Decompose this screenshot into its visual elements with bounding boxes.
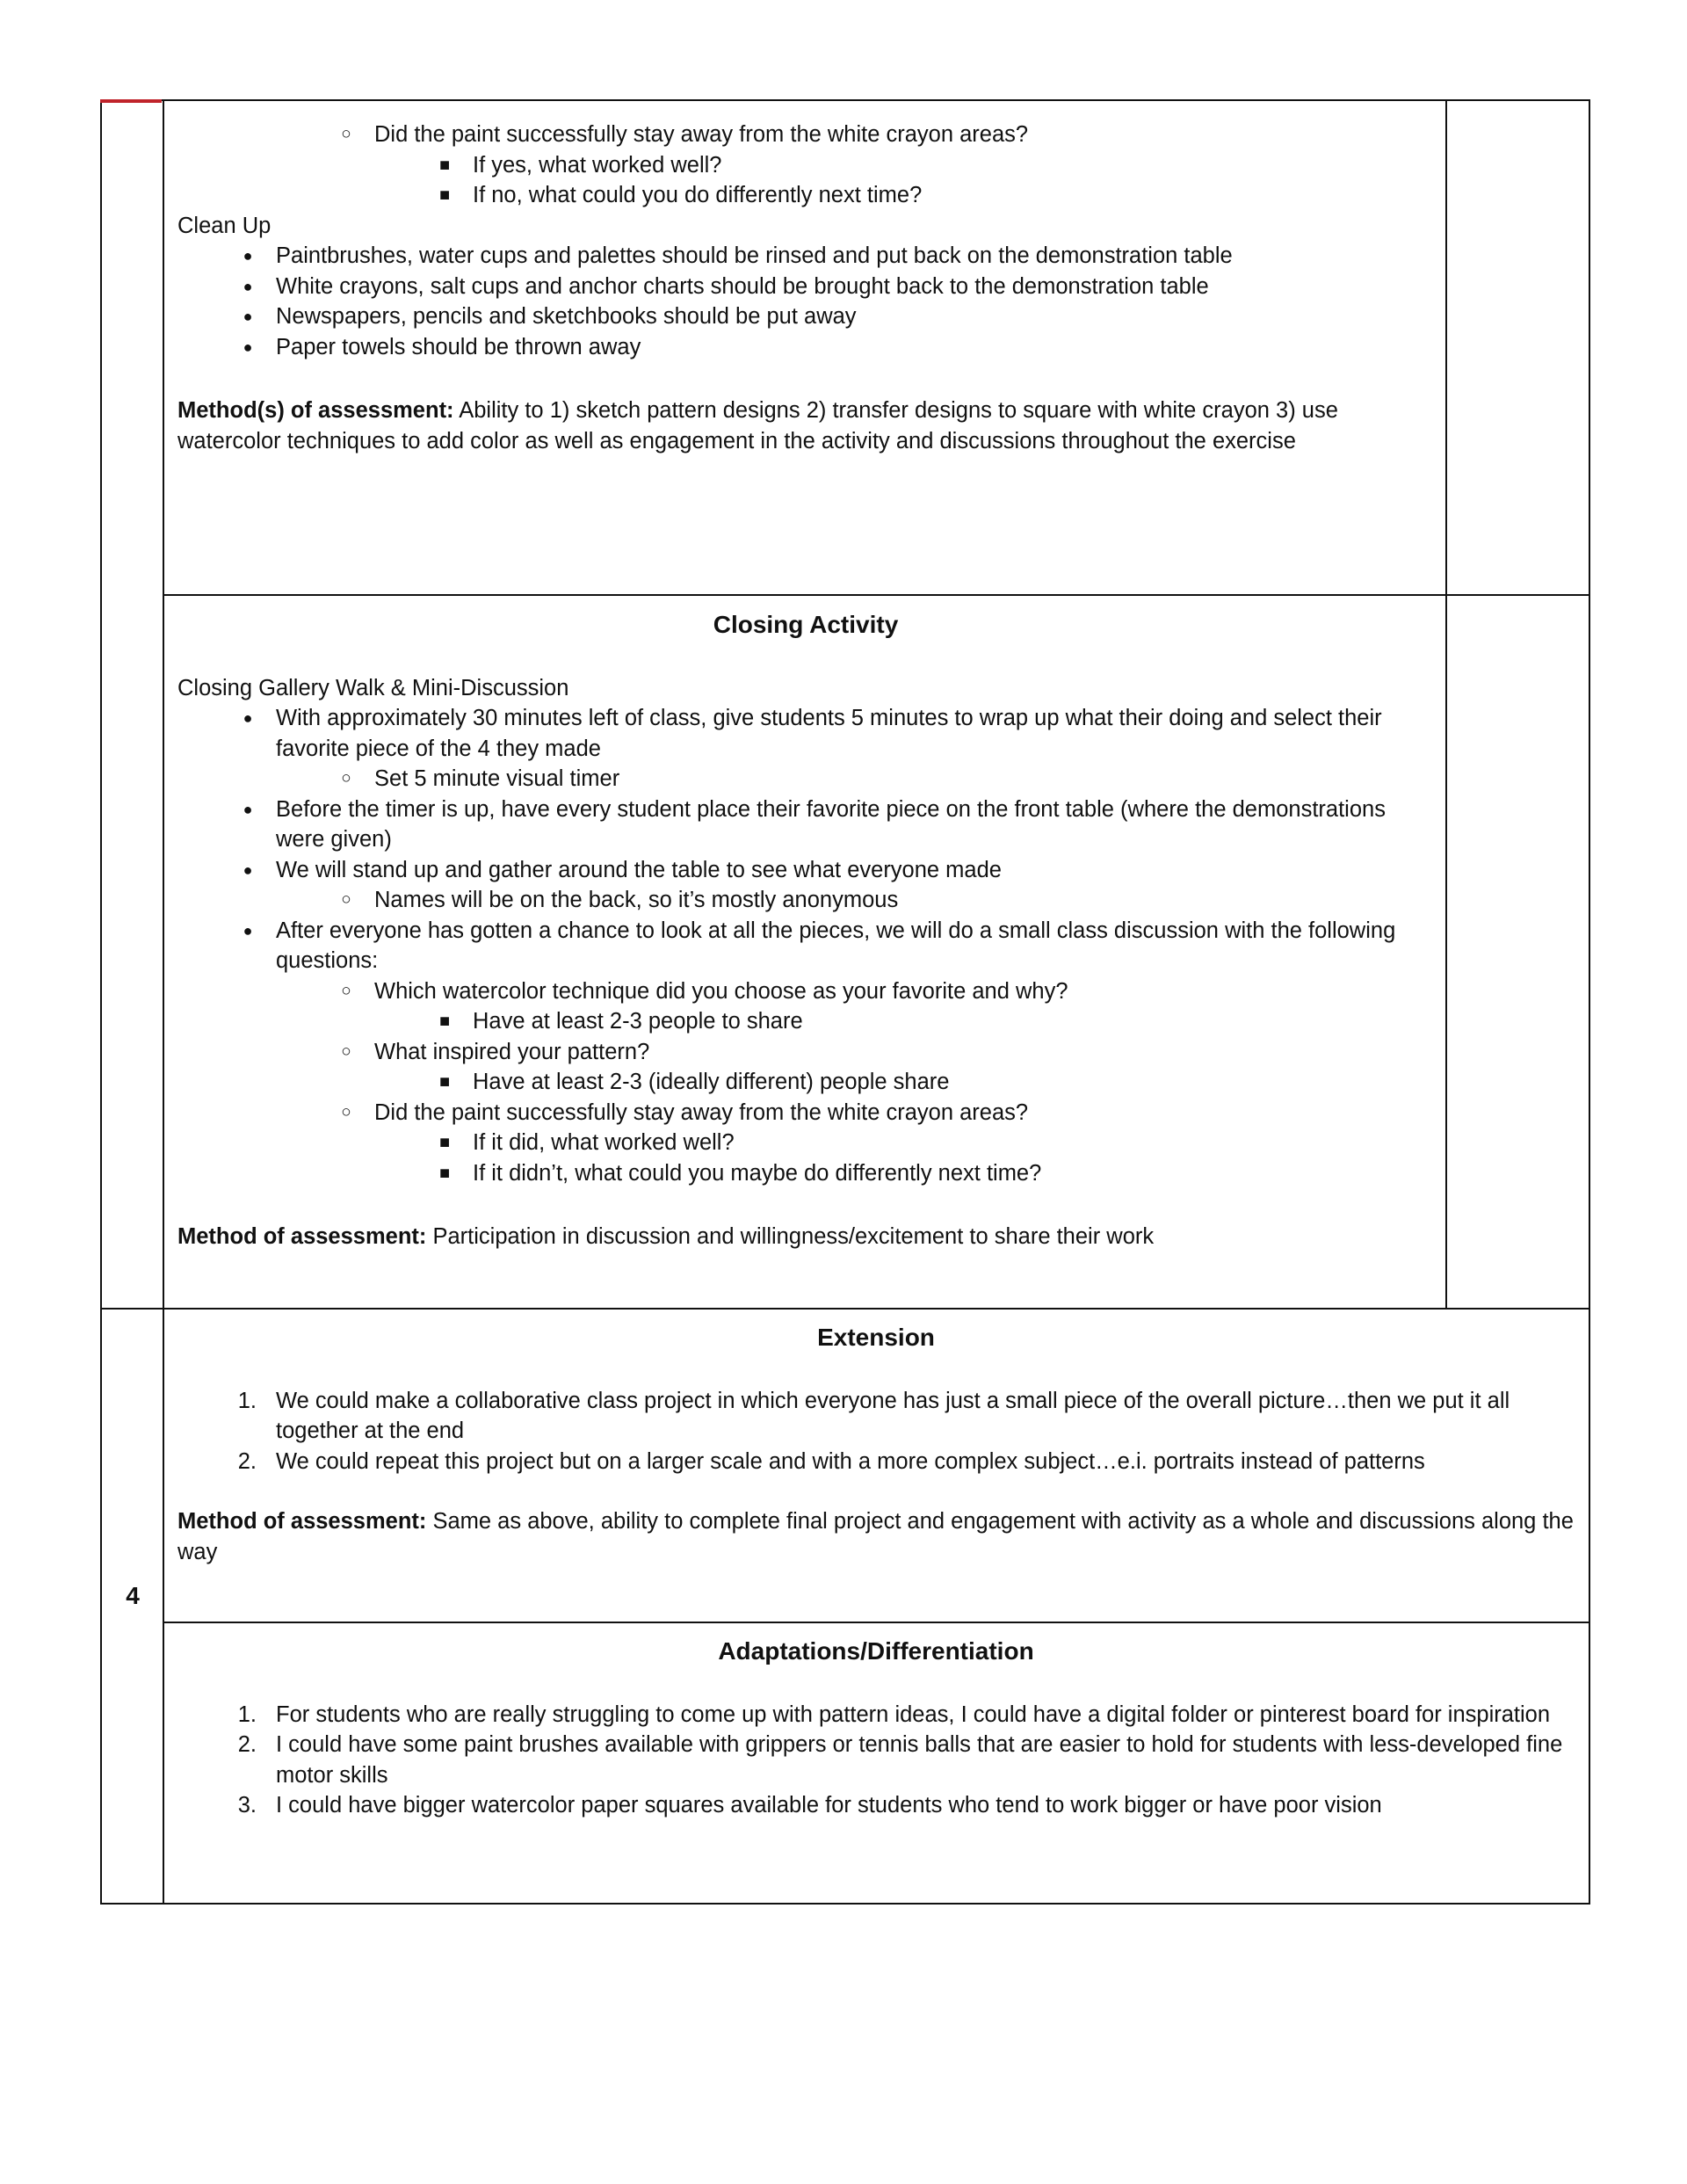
assessment-label: Method of assessment: <box>177 1224 427 1249</box>
answer-text: If no, what could you do differently next time? <box>473 183 923 207</box>
list-item <box>177 1730 1575 1790</box>
square-bullet-icon: ■ <box>438 1072 451 1092</box>
list-item <box>177 1700 1575 1731</box>
circle-bullet-icon: ○ <box>341 890 351 909</box>
list-item <box>177 1447 1575 1477</box>
adaptation-item: I could have some paint brushes available with grippers or tennis balls that are easier to hold for students with less-developed fine motor skills <box>276 1732 1563 1788</box>
cleanup-title: Clean Up <box>177 213 272 238</box>
square-bullet-icon: ■ <box>438 155 451 175</box>
list-item <box>177 150 1434 181</box>
cleanup-item: Paintbrushes, water cups and palettes should be rinsed and put back on the demonstration table <box>276 243 1233 268</box>
square-bullet-icon: ■ <box>438 1163 451 1183</box>
circle-bullet-icon: ○ <box>341 1041 351 1061</box>
list-item <box>177 976 1434 1007</box>
closing-question: Which watercolor technique did you choose as your favorite and why? <box>374 978 1068 1004</box>
section-heading: Extension <box>817 1324 935 1351</box>
list-item <box>177 916 1434 976</box>
bullet-icon: ● <box>243 709 253 727</box>
row-number: 4 <box>126 1582 140 1609</box>
bullet-icon: ● <box>243 860 253 879</box>
adaptation-item: I could have bigger watercolor paper squares available for students who tend to work bigger or have poor vision <box>276 1793 1382 1818</box>
closing-item: With approximately 30 minutes left of class, give students 5 minutes to wrap up what their doing and select their favorite piece of the 4 they made <box>276 706 1382 761</box>
adaptation-item: For students who are really struggling to come up with pattern ideas, I could have a digital folder or pinterest board for inspiration <box>276 1701 1551 1727</box>
list-item <box>177 1006 1434 1037</box>
list-item <box>177 1158 1434 1189</box>
cleanup-cell <box>177 120 1434 456</box>
assessment-text: Same as above, ability to complete final project and engagement with activity as a whole and discussions along the way <box>177 1509 1574 1564</box>
list-item <box>177 332 1434 363</box>
bullet-icon: ● <box>243 800 253 818</box>
closing-item: After everyone has gotten a chance to look at all the pieces, we will do a small class discussion with the following questions: <box>276 918 1396 973</box>
assessment-text: Participation in discussion and willingness/excitement to share their work <box>426 1224 1155 1249</box>
list-item <box>177 1037 1434 1068</box>
bullet-icon: ● <box>243 337 253 356</box>
assessment-label: Method(s) of assessment: <box>177 398 454 423</box>
square-bullet-icon: ■ <box>438 185 451 205</box>
col-divider-left <box>163 99 164 1903</box>
assessment-paragraph <box>177 395 1434 456</box>
list-number: 2. <box>237 1732 257 1757</box>
closing-subtitle: Closing Gallery Walk & Mini-Discussion <box>177 675 569 700</box>
circle-bullet-icon: ○ <box>341 1102 351 1121</box>
bullet-icon: ● <box>243 921 253 940</box>
closing-question: What inspired your pattern? <box>374 1039 650 1064</box>
list-item <box>177 795 1434 855</box>
list-item <box>177 764 1434 795</box>
list-item <box>177 1098 1434 1128</box>
list-item <box>177 180 1434 211</box>
bullet-icon: ● <box>243 308 253 325</box>
closing-subitem: Names will be on the back, so it’s mostly anonymous <box>374 888 899 912</box>
list-item <box>177 301 1434 332</box>
circle-bullet-icon: ○ <box>341 981 351 1000</box>
list-item <box>177 855 1434 886</box>
closing-question-note: Have at least 2-3 (ideally different) people share <box>473 1070 950 1094</box>
square-bullet-icon: ■ <box>438 1012 451 1031</box>
list-number: 1. <box>237 1388 257 1413</box>
row-divider-3 <box>163 1622 1589 1623</box>
closing-item: Before the timer is up, have every student place their favorite piece on the front table (where the demonstrations were given) <box>276 796 1386 852</box>
closing-question-note: Have at least 2-3 people to share <box>473 1009 803 1034</box>
circle-bullet-icon: ○ <box>341 769 351 787</box>
assessment-paragraph <box>177 1506 1575 1567</box>
assessment-paragraph <box>177 1222 1434 1252</box>
list-item <box>177 1386 1575 1447</box>
section-heading: Adaptations/Differentiation <box>718 1637 1034 1665</box>
list-item <box>177 1067 1434 1098</box>
cleanup-item: Newspapers, pencils and sketchbooks should be put away <box>276 304 857 329</box>
extension-item: We could make a collaborative class project in which everyone has just a small piece of the overall picture…then we put it all together at the end <box>276 1388 1510 1443</box>
list-item <box>177 885 1434 916</box>
closing-question: Did the paint successfully stay away from the white crayon areas? <box>374 1099 1029 1125</box>
list-item <box>177 272 1434 302</box>
closing-subitem: Set 5 minute visual timer <box>374 766 620 791</box>
cleanup-item: Paper towels should be thrown away <box>276 334 641 359</box>
closing-question-note: If it did, what worked well? <box>473 1130 735 1155</box>
list-item <box>177 241 1434 272</box>
closing-cell <box>177 610 1434 1252</box>
adaptations-cell <box>177 1636 1575 1821</box>
row-divider-1 <box>163 594 1589 596</box>
assessment-text: Ability to 1) sketch pattern designs 2) transfer designs to square with white crayon 3) use watercolor techniques to add color as well as engagement in the activity and discussions throughout the exercise <box>177 398 1338 453</box>
closing-question-note: If it didn’t, what could you maybe do differently next time? <box>473 1160 1042 1186</box>
list-number: 3. <box>237 1793 257 1818</box>
question-text: Did the paint successfully stay away from the white crayon areas? <box>374 122 1029 147</box>
cleanup-item: White crayons, salt cups and anchor charts should be brought back to the demonstration table <box>276 273 1209 299</box>
circle-bullet-icon: ○ <box>341 125 351 143</box>
section-heading: Closing Activity <box>713 611 899 638</box>
bullet-icon: ● <box>243 247 253 265</box>
extension-item: We could repeat this project but on a larger scale and with a more complex subject…e.i. portraits instead of patterns <box>276 1448 1425 1474</box>
list-number: 1. <box>237 1701 257 1727</box>
row-divider-2 <box>100 1308 1589 1310</box>
list-item <box>177 703 1434 764</box>
list-item <box>177 1790 1575 1821</box>
list-number: 2. <box>237 1448 257 1474</box>
closing-item: We will stand up and gather around the table to see what everyone made <box>276 857 1002 882</box>
row-marker-accent <box>100 99 162 103</box>
assessment-label: Method of assessment: <box>177 1509 427 1534</box>
list-item <box>177 1128 1434 1158</box>
square-bullet-icon: ■ <box>438 1133 451 1152</box>
extension-cell <box>177 1323 1575 1567</box>
list-item <box>177 120 1434 150</box>
col-divider-right <box>1445 99 1447 1310</box>
bullet-icon: ● <box>243 277 253 295</box>
answer-text: If yes, what worked well? <box>473 152 722 178</box>
